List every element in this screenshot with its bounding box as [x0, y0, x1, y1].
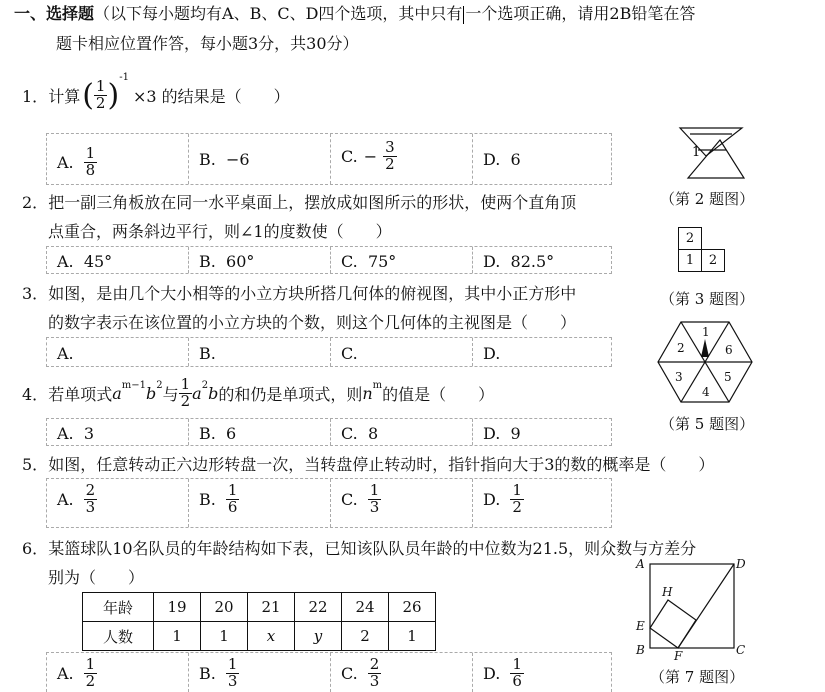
option-d[interactable]: D.	[483, 344, 501, 363]
options-row-q1	[46, 133, 612, 185]
section-instruction-cont: 一个选项正确，请用2B铅笔在答	[465, 4, 696, 23]
grid-cell: 2	[701, 249, 725, 272]
svg-text:1: 1	[702, 325, 710, 339]
fraction: $\frac{1}{2}$	[180, 374, 191, 410]
question-1: 1． 计算 ( $\frac{1}{2}$ ) $^{-1}$ ×3 的结果是（ ）	[22, 72, 290, 113]
svg-text:E: E	[636, 619, 645, 633]
figure-7-caption: （第 7 题图）	[650, 668, 745, 686]
figure-2-caption: （第 2 题图）	[660, 190, 755, 208]
svg-text:4: 4	[702, 385, 710, 399]
question-3-line2: 的数字表示在该位置的小立方块的个数，则这个几何体的主视图是（ ）	[48, 313, 577, 332]
svg-text:2: 2	[677, 341, 685, 355]
option-b[interactable]: B. 6	[189, 419, 331, 445]
figure-2-diagram	[676, 126, 748, 182]
fraction: $\frac{1}{2}$	[95, 76, 106, 112]
option-b[interactable]: B.	[189, 338, 331, 366]
grid-cell: 1	[678, 249, 702, 272]
svg-text:5: 5	[724, 370, 732, 384]
option-a[interactable]: A. $\frac{1}{2}$	[47, 653, 189, 692]
question-6: 6．某篮球队10名队员的年龄结构如下表，已知该队队员年龄的中位数为21.5，则众数与方差分	[22, 539, 697, 558]
option-c[interactable]: C. $\frac{1}{3}$	[331, 479, 473, 527]
option-c[interactable]: C. $\frac{2}{3}$	[331, 653, 473, 692]
svg-text:B: B	[636, 643, 645, 657]
section-heading	[14, 4, 695, 24]
question-number: 1．	[22, 86, 49, 106]
question-text: 把一副三角板放在同一水平桌面上，摆放成如图所示的形状，使两个直角顶	[48, 193, 577, 212]
figure-3-caption: （第 3 题图）	[660, 290, 755, 308]
question-number: 2．	[22, 193, 49, 212]
svg-text:3: 3	[675, 370, 683, 384]
question-text: 计算	[48, 86, 81, 106]
question-5: 5．如图，任意转动正六边形转盘一次，当转盘停止转动时，指针指向大于3的数的概率是（ ）	[22, 455, 715, 474]
question-text: 如图，是由几个大小相等的小立方块所搭几何体的俯视图，其中小正方形中	[48, 284, 577, 303]
option-d[interactable]: D. $\frac{1}{6}$	[483, 655, 522, 690]
option-a[interactable]: A. 45°	[47, 247, 189, 273]
options-row-q2	[46, 246, 612, 274]
option-a[interactable]: A. 3	[47, 419, 189, 445]
options-row-q4	[46, 418, 612, 446]
question-text: 如图，任意转动正六边形转盘一次，当转盘停止转动时，指针指向大于3的数的概率是（ ）	[48, 455, 715, 474]
option-d[interactable]: D. 82.5°	[483, 252, 555, 271]
option-b[interactable]: B. $\frac{1}{6}$	[189, 479, 331, 527]
age-table	[82, 592, 436, 651]
table-row: 年龄 19 20 21 22 24 26	[83, 593, 436, 622]
section-instruction: （以下每小题均有A、B、C、D四个选项，其中只有	[94, 4, 463, 23]
exponent: -1	[119, 72, 129, 83]
question-text: 某篮球队10名队员的年龄结构如下表，已知该队队员年龄的中位数为21.5，则众数与方差分	[48, 539, 697, 558]
figure-3-diagram	[678, 227, 724, 271]
pointer-icon	[701, 339, 709, 357]
figure-5-caption: （第 5 题图）	[660, 415, 755, 433]
option-b[interactable]: B. 60°	[189, 247, 331, 273]
option-b[interactable]: B. −6	[189, 134, 331, 184]
question-text-post: ×3 的结果是（ ）	[132, 86, 290, 106]
question-number: 3．	[22, 284, 49, 303]
option-c[interactable]: C. − $\frac{3}{2}$	[331, 134, 473, 184]
question-4: 4． 若单项式 a $^{m-1}$ b $^2$ 与 $\frac{1}{2}$ a $^2$ b 的和仍是单项式，则 n $^m$ 的值是（ ）	[22, 374, 495, 410]
grid-cell: 2	[678, 227, 702, 250]
question-2	[22, 193, 576, 212]
options-row-q3	[46, 337, 612, 367]
svg-text:H: H	[662, 585, 673, 599]
option-c[interactable]: C.	[331, 338, 473, 366]
option-c[interactable]: C. 75°	[331, 247, 473, 273]
options-row-q6	[46, 652, 612, 692]
svg-text:A: A	[636, 557, 645, 571]
option-b[interactable]: B. $\frac{1}{3}$	[189, 653, 331, 692]
option-c[interactable]: C. 8	[331, 419, 473, 445]
figure-5-spinner	[657, 321, 753, 403]
table-row: 人数 1 1 x y 2 1	[83, 622, 436, 651]
question-2-line2: 点重合，两条斜边平行，则∠1的度数使（ ）	[48, 222, 392, 241]
figure-7-diagram	[634, 556, 754, 660]
angle-label: 1	[692, 145, 701, 160]
section-instruction-line2: 题卡相应位置作答，每小题3分，共30分）	[56, 34, 359, 53]
option-d[interactable]: D. 6	[483, 150, 521, 169]
question-6-line2: 别为（ ）	[48, 568, 145, 587]
option-a[interactable]: A. $\frac{2}{3}$	[47, 479, 189, 527]
options-row-q5	[46, 478, 612, 528]
option-a[interactable]: A.	[47, 338, 189, 366]
set-square-top	[680, 128, 742, 156]
section-title: 一、选择题	[14, 4, 95, 23]
question-3	[22, 284, 576, 303]
option-a[interactable]: A. $\frac{1}{8}$	[47, 134, 189, 184]
option-d[interactable]: D. $\frac{1}{2}$	[483, 481, 522, 516]
svg-text:F: F	[674, 649, 683, 660]
svg-text:C: C	[736, 643, 746, 657]
svg-text:D: D	[736, 557, 746, 571]
svg-text:6: 6	[725, 343, 733, 357]
option-d[interactable]: D. 9	[483, 424, 521, 443]
